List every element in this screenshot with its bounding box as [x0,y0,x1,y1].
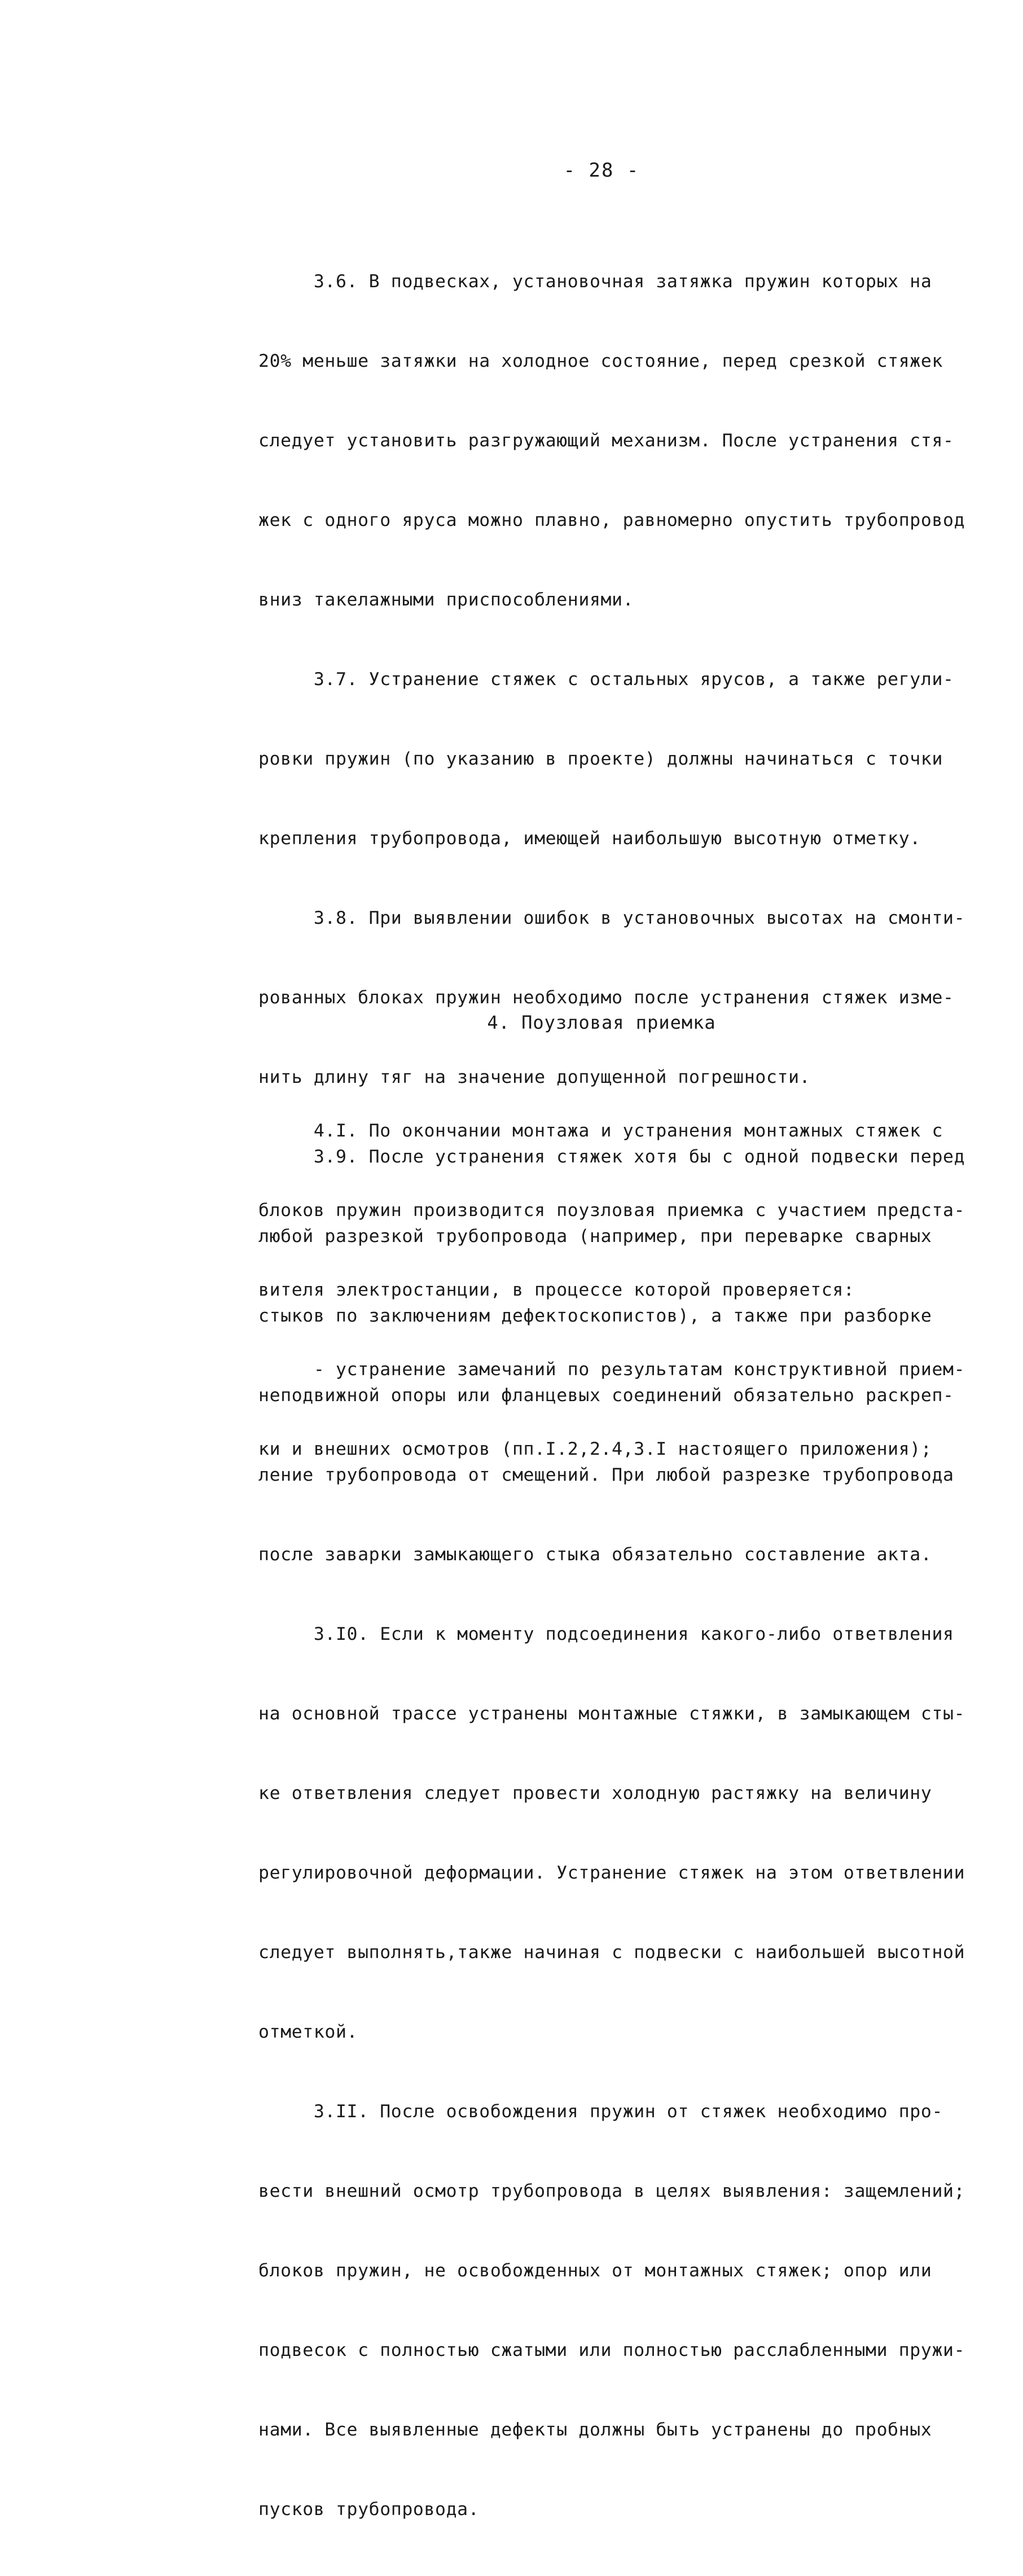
section-4-heading: 4. Поузловая приемка [487,1012,716,1033]
text-line: ке ответвления следует провести холодную растяжку на величину [258,1783,932,1803]
text-line: на основной трассе устранены монтажные стяжки, в замыкающем сты- [258,1704,965,1724]
text-line: жек с одного яруса можно плавно, равномерно опустить трубопровод [258,510,965,530]
text-line: 20% меньше затяжки на холодное состояние, перед срезкой стяжек [258,351,943,371]
text-line: ление трубопровода от смещений. При любой разрезке трубопровода [258,1465,954,1485]
section-4-text [258,1065,965,1516]
text-line: 3.8. При выявлении ошибок в установочных высотах на смонти- [258,908,965,928]
text-line: 4.I. По окончании монтажа и устранения монтажных стяжек с [258,1121,943,1141]
text-line: регулировочной деформации. Устранение стяжек на этом ответвлении [258,1863,965,1883]
text-line: подвесок с полностью сжатыми или полностью расслабленными пружи- [258,2340,965,2360]
text-line: - устранение замечаний по результатам конструктивной прием- [258,1359,965,1380]
text-line: вести внешний осмотр трубопровода в целях выявления: защемлений; [258,2181,965,2201]
text-line: блоков пружин, не освобожденных от монтажных стяжек; опор или [258,2261,932,2281]
text-line: 3.7. Устранение стяжек с остальных ярусов, а также регули- [258,669,954,690]
text-line: следует установить разгружающий механизм. После устранения стя- [258,431,954,451]
text-line: рованных блоках пружин необходимо после устранения стяжек изме- [258,988,954,1008]
text-line: нить длину тяг на значение допущенной погрешности. [258,1067,811,1087]
text-line: ки и внешних осмотров (пп.I.2,2.4,3.I настоящего приложения); [258,1439,932,1459]
text-line: 3.6. В подвесках, установочная затяжка пружин которых на [258,271,932,292]
text-line: крепления трубопровода, имеющей наибольшую высотную отметку. [258,828,921,849]
text-line: 3.9. После устранения стяжек хотя бы с одной подвески перед [258,1147,965,1167]
text-line: любой разрезкой трубопровода (например, при переварке сварных [258,1226,932,1247]
text-line: вниз такелажными приспособлениями. [258,590,634,610]
text-line: блоков пружин производится поузловая приемка с участием предста- [258,1200,965,1221]
page-number: - 28 - [563,159,640,182]
text-line: нами. Все выявленные дефекты должны быть устранены до пробных [258,2420,932,2440]
text-line: следует выполнять,также начиная с подвески с наибольшей высотной [258,1942,965,1963]
text-line: 3.I0. Если к моменту подсоединения какого-либо ответвления [258,1624,954,1644]
text-line: стыков по заключениям дефектоскопистов), а также при разборке [258,1306,932,1326]
text-line: ровки пружин (по указанию в проекте) должны начинаться с точки [258,749,943,769]
text-line: 3.II. После освобождения пружин от стяжек необходимо про- [258,2101,943,2122]
text-line: неподвижной опоры или фланцевых соединений обязательно раскреп- [258,1385,954,1406]
text-line: отметкой. [258,2022,358,2042]
text-line: вителя электростанции, в процессе которой проверяется: [258,1280,855,1300]
text-line: пусков трубопровода. [258,2499,480,2520]
text-line: после заварки замыкающего стыка обязательно составление акта. [258,1544,932,1565]
